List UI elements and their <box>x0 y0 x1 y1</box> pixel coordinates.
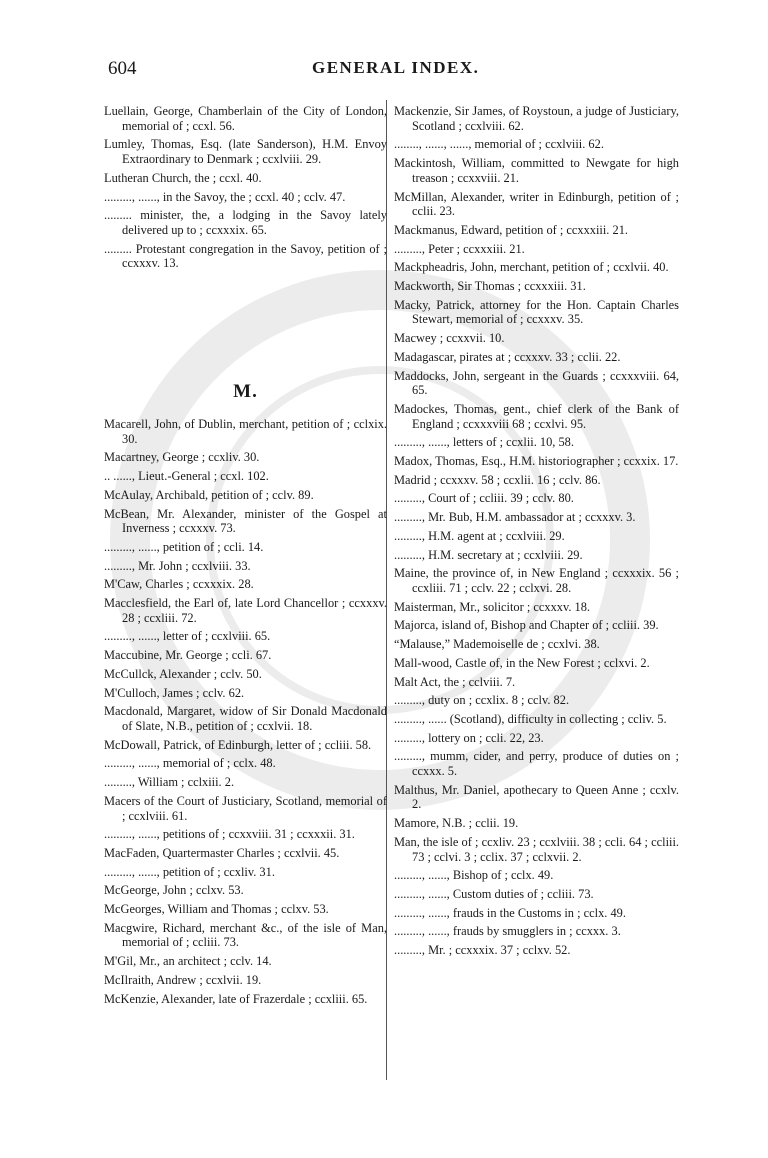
right-column <box>394 104 679 962</box>
index-entry: ........., ......, Bishop of ; cclx. 49. <box>394 868 554 883</box>
index-entry: MacFaden, Quartermaster Charles ; ccxlvii. 45. <box>104 845 340 860</box>
index-entry: ........., William ; cclxiii. 2. <box>104 775 235 790</box>
index-entry: Maine, the province of, in New England ; ccxxxix. 56 ; ccxliii. 71 ; cclv. 22 ; cclxvi. 28. <box>394 566 679 595</box>
index-entry: McGeorge, John ; cclxv. 53. <box>104 883 244 898</box>
index-entry: ........., ......, Custom duties of ; ccliii. 73. <box>394 886 594 901</box>
index-entry: ........., ......, memorial of ; cclx. 48. <box>104 756 276 771</box>
index-entry: Madox, Thomas, Esq., H.M. historiographer ; ccxxix. 17. <box>394 454 679 469</box>
index-entry: ........., ......, petitions of ; ccxxviii. 31 ; ccxxxii. 31. <box>104 827 355 842</box>
index-entry: ........., ......, frauds by smugglers in ; ccxxx. 3. <box>394 924 621 939</box>
index-entry: McKenzie, Alexander, late of Frazerdale ; ccxliii. 65. <box>104 991 368 1006</box>
running-title: GENERAL INDEX. <box>312 58 480 77</box>
index-entry: Mackenzie, Sir James, of Roystoun, a judge of Justiciary, Scotland ; ccxlviii. 62. <box>394 104 679 133</box>
index-entry: Macgwire, Richard, merchant &c., of the isle of Man, memorial of ; ccliii. 73. <box>104 920 387 950</box>
index-entry: Lumley, Thomas, Esq. (late Sanderson), H.M. Envoy Extraordinary to Denmark ; ccxlviii. 29. <box>104 137 387 167</box>
index-entry: Luellain, George, Chamberlain of the City of London, memorial of ; ccxl. 56. <box>104 104 387 133</box>
index-entry: Malthus, Mr. Daniel, apothecary to Queen Anne ; ccxlv. 2. <box>394 782 679 812</box>
index-entry: Mackintosh, William, committed to Newgate for high treason ; ccxxviii. 21. <box>394 156 679 185</box>
index-entry: .. ......, Lieut.-General ; ccxl. 102. <box>104 469 269 484</box>
index-entry: Madrid ; ccxxxv. 58 ; ccxlii. 16 ; cclv. 86. <box>394 472 601 487</box>
section-letter-heading: M. <box>233 381 258 403</box>
index-entry: Macdonald, Margaret, widow of Sir Donald Macdonald of Slate, N.B., petition of ; ccxlvii. 18. <box>104 704 387 733</box>
index-entry: Macclesfield, the Earl of, late Lord Chancellor ; ccxxxv. 28 ; ccxliii. 72. <box>104 596 387 625</box>
index-entry: ........., Mr. ; ccxxxix. 37 ; cclxv. 52. <box>394 943 571 958</box>
entries-before-section <box>104 104 387 271</box>
index-entry: Maddocks, John, sergeant in the Guards ; ccxxxviii. 64, 65. <box>394 368 679 398</box>
index-entry: Majorca, island of, Bishop and Chapter of ; ccliii. 39. <box>394 618 659 633</box>
index-entry: M'Gil, Mr., an architect ; cclv. 14. <box>104 954 272 969</box>
index-entry: ......... minister, the, a lodging in the Savoy lately delivered up to ; ccxxxix. 65. <box>104 208 387 237</box>
index-entry: M'Culloch, James ; cclv. 62. <box>104 685 245 700</box>
index-entry: McDowall, Patrick, of Edinburgh, letter of ; ccliii. 58. <box>104 737 372 752</box>
index-entry: Macartney, George ; ccxliv. 30. <box>104 450 260 465</box>
index-entry: Macers of the Court of Justiciary, Scotland, memorial of ; ccxlviii. 61. <box>104 793 387 823</box>
page-header <box>0 52 768 82</box>
index-entry: Macky, Patrick, attorney for the Hon. Captain Charles Stewart, memorial of ; ccxxxv. 35. <box>394 297 679 327</box>
index-entry: ........., H.M. secretary at ; ccxlviii. 29. <box>394 547 583 562</box>
index-entry: Maisterman, Mr., solicitor ; ccxxxv. 18. <box>394 599 591 614</box>
index-entry: ........., lottery on ; ccli. 22, 23. <box>394 730 544 745</box>
index-entry: ......... Protestant congregation in the Savoy, petition of ; ccxxxv. 13. <box>104 241 387 271</box>
index-entry: ........., ......, letter of ; ccxlviii. 65. <box>104 629 271 644</box>
page-number: 604 <box>108 58 137 79</box>
index-entry: Man, the isle of ; ccxliv. 23 ; ccxlviii. 38 ; ccli. 64 ; ccliii. 73 ; cclvi. 3 ; cclix. 37 ; cclxvii. 2. <box>394 834 679 864</box>
index-entry: McBean, Mr. Alexander, minister of the Gospel at Inverness ; ccxxxv. 73. <box>104 506 387 536</box>
index-entry: ........., Mr. John ; ccxlviii. 33. <box>104 558 251 573</box>
index-entry: McAulay, Archibald, petition of ; cclv. 89. <box>104 487 314 502</box>
index-entry: ........., ......, petition of ; ccxliv. 31. <box>104 864 275 879</box>
index-entry: “Malause,” Mademoiselle de ; ccxlvi. 38. <box>394 637 600 652</box>
index-entry: ........., mumm, cider, and perry, produce of duties on ; ccxxx. 5. <box>394 749 679 779</box>
left-column <box>104 104 387 1010</box>
index-entry: ........., ......, in the Savoy, the ; ccxl. 40 ; cclv. 47. <box>104 189 346 204</box>
index-entry: ........, ......, ......, memorial of ; ccxlviii. 62. <box>394 137 604 152</box>
section-spacer <box>104 275 387 373</box>
index-entry: ........., ......, letters of ; ccxlii. 10, 58. <box>394 435 574 450</box>
index-entry: ........., H.M. agent at ; ccxlviii. 29. <box>394 528 565 543</box>
index-entry: ........., ...... (Scotland), difficulty in collecting ; ccliv. 5. <box>394 711 667 726</box>
index-entry: ........., Court of ; ccliii. 39 ; cclv. 80. <box>394 491 574 506</box>
index-entry: ........., Mr. Bub, H.M. ambassador at ; ccxxxv. 3. <box>394 510 636 525</box>
index-entry: Mall-wood, Castle of, in the New Forest ; cclxvi. 2. <box>394 655 650 670</box>
index-entry: Malt Act, the ; cclviii. 7. <box>394 674 516 689</box>
index-entry: Macwey ; ccxxvii. 10. <box>394 331 505 346</box>
index-entry: Mackmanus, Edward, petition of ; ccxxxiii. 21. <box>394 222 628 237</box>
index-entry: McIlraith, Andrew ; ccxlvii. 19. <box>104 972 262 987</box>
index-entry: Maccubine, Mr. George ; ccli. 67. <box>104 648 272 663</box>
index-entry: McGeorges, William and Thomas ; cclxv. 53. <box>104 902 329 917</box>
index-entry: Mamore, N.B. ; cclii. 19. <box>394 816 519 831</box>
index-entry: Madockes, Thomas, gent., chief clerk of the Bank of England ; ccxxxviii 68 ; ccxlvi. 95. <box>394 401 679 431</box>
index-entry: Mackpheadris, John, merchant, petition of ; ccxlvii. 40. <box>394 260 669 275</box>
index-entry: Mackworth, Sir Thomas ; ccxxxiii. 31. <box>394 279 586 294</box>
index-entry: ........., duty on ; ccxlix. 8 ; cclv. 82. <box>394 693 570 708</box>
index-entry: McMillan, Alexander, writer in Edinburgh, petition of ; cclii. 23. <box>394 189 679 219</box>
index-entry: McCullck, Alexander ; cclv. 50. <box>104 666 262 681</box>
index-entry: M'Caw, Charles ; ccxxxix. 28. <box>104 577 254 592</box>
index-entry: ........., ......, frauds in the Customs in ; cclx. 49. <box>394 905 626 920</box>
index-entry: Lutheran Church, the ; ccxl. 40. <box>104 170 262 185</box>
index-entry: ........., Peter ; ccxxxiii. 21. <box>394 241 525 256</box>
index-entry: ........., ......, petition of ; ccli. 14. <box>104 539 264 554</box>
index-entry: Madagascar, pirates at ; ccxxxv. 33 ; cclii. 22. <box>394 349 621 364</box>
index-entry: Macarell, John, of Dublin, merchant, petition of ; cclxix. 30. <box>104 417 387 446</box>
entries-after-section <box>104 417 387 1006</box>
